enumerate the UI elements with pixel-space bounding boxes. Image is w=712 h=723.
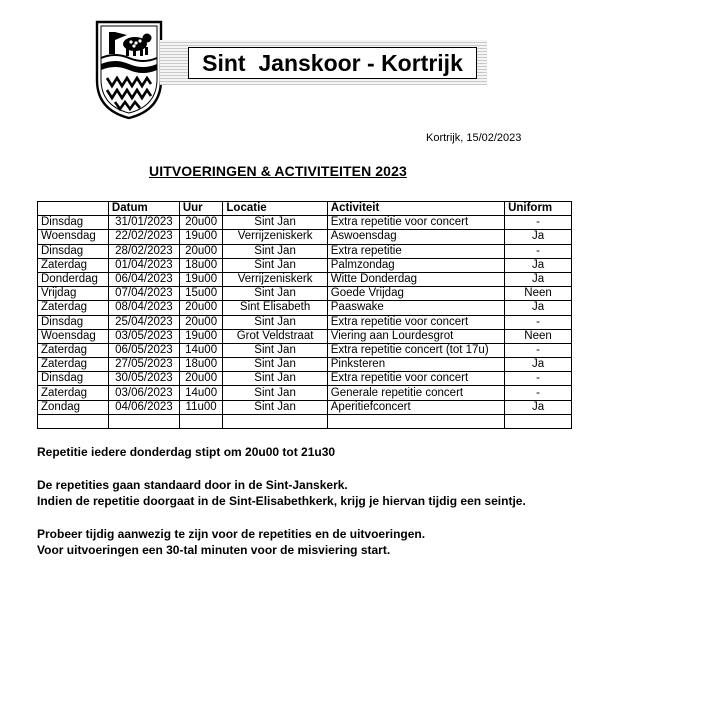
cell-uniform: Ja (505, 400, 572, 414)
cell-uur: 20u00 (179, 301, 223, 315)
column-header-uur: Uur (179, 202, 223, 216)
cell-uniform (505, 414, 572, 428)
cell-uur: 19u00 (179, 272, 223, 286)
table-row (38, 372, 572, 386)
cell-uniform: - (505, 315, 572, 329)
cell-datum: 30/05/2023 (108, 372, 179, 386)
cell-uniform: - (505, 343, 572, 357)
cell-day: Woensdag (38, 230, 109, 244)
cell-locatie: Sint Jan (223, 244, 327, 258)
cell-locatie: Verrijzeniskerk (223, 230, 327, 244)
cell-activiteit: Goede Vrijdag (327, 287, 504, 301)
column-header-locatie: Locatie (223, 202, 327, 216)
table-row (38, 244, 572, 258)
location-note-1: De repetities gaan standaard door in de Sint-Janskerk. (37, 478, 348, 492)
cell-uniform: Ja (505, 301, 572, 315)
cell-day: Zaterdag (38, 343, 109, 357)
schedule-body (38, 216, 572, 429)
place-date: Kortrijk, 15/02/2023 (426, 132, 522, 144)
coat-of-arms-icon (93, 18, 165, 120)
cell-datum: 03/05/2023 (108, 329, 179, 343)
cell-uur: 14u00 (179, 343, 223, 357)
cell-locatie: Verrijzeniskerk (223, 272, 327, 286)
cell-uniform: Ja (505, 358, 572, 372)
cell-day: Zondag (38, 400, 109, 414)
rehearsal-note: Repetitie iedere donderdag stipt om 20u00 tot 21u30 (37, 445, 336, 459)
table-row (38, 301, 572, 315)
cell-datum: 06/04/2023 (108, 272, 179, 286)
cell-activiteit: Generale repetitie concert (327, 386, 504, 400)
cell-locatie: Sint Jan (223, 386, 327, 400)
cell-day: Zaterdag (38, 358, 109, 372)
schedule-table (37, 201, 572, 429)
cell-day (38, 414, 109, 428)
cell-locatie: Grot Veldstraat (223, 329, 327, 343)
column-header-datum: Datum (108, 202, 179, 216)
cell-uniform: Ja (505, 272, 572, 286)
cell-uniform: Ja (505, 230, 572, 244)
title-banner (160, 40, 487, 85)
banner-box (188, 47, 477, 79)
cell-datum: 03/06/2023 (108, 386, 179, 400)
cell-uniform: - (505, 386, 572, 400)
cell-uur: 11u00 (179, 400, 223, 414)
cell-day: Donderdag (38, 272, 109, 286)
table-row (38, 216, 572, 230)
cell-day: Vrijdag (38, 287, 109, 301)
cell-datum: 22/02/2023 (108, 230, 179, 244)
cell-datum: 07/04/2023 (108, 287, 179, 301)
cell-activiteit: Pinksteren (327, 358, 504, 372)
cell-datum: 27/05/2023 (108, 358, 179, 372)
cell-locatie: Sint Jan (223, 258, 327, 272)
cell-uniform: Ja (505, 258, 572, 272)
cell-uur: 18u00 (179, 358, 223, 372)
cell-day: Zaterdag (38, 386, 109, 400)
cell-locatie: Sint Jan (223, 216, 327, 230)
cell-locatie: Sint Elisabeth (223, 301, 327, 315)
cell-uur: 14u00 (179, 386, 223, 400)
cell-activiteit: Extra repetitie voor concert (327, 315, 504, 329)
cell-activiteit: Extra repetitie voor concert (327, 216, 504, 230)
cell-day: Dinsdag (38, 372, 109, 386)
cell-uniform: Neen (505, 329, 572, 343)
cell-day: Zaterdag (38, 301, 109, 315)
table-row (38, 400, 572, 414)
location-note-2: Indien de repetitie doorgaat in de Sint-Elisabethkerk, krijg je hiervan tijdig een seintje. (37, 494, 526, 508)
cell-day: Dinsdag (38, 315, 109, 329)
cell-day: Dinsdag (38, 244, 109, 258)
table-row (38, 343, 572, 357)
cell-uur (179, 414, 223, 428)
cell-locatie: Sint Jan (223, 315, 327, 329)
column-header-uniform: Uniform (505, 202, 572, 216)
cell-locatie: Sint Jan (223, 287, 327, 301)
cell-uur: 20u00 (179, 216, 223, 230)
cell-activiteit: Palmzondag (327, 258, 504, 272)
cell-activiteit: Aperitiefconcert (327, 400, 504, 414)
cell-uur: 20u00 (179, 244, 223, 258)
column-header-activiteit: Activiteit (327, 202, 504, 216)
cell-uniform: Neen (505, 287, 572, 301)
cell-uur: 15u00 (179, 287, 223, 301)
cell-datum: 01/04/2023 (108, 258, 179, 272)
cell-datum: 08/04/2023 (108, 301, 179, 315)
document-title: UITVOERINGEN & ACTIVITEITEN 2023 (149, 163, 407, 179)
cell-datum: 06/05/2023 (108, 343, 179, 357)
table-row (38, 386, 572, 400)
cell-locatie (223, 414, 327, 428)
cell-activiteit (327, 414, 504, 428)
cell-activiteit: Paaswake (327, 301, 504, 315)
cell-uur: 19u00 (179, 230, 223, 244)
cell-uniform: - (505, 216, 572, 230)
table-row (38, 329, 572, 343)
cell-datum: 25/04/2023 (108, 315, 179, 329)
cell-activiteit: Extra repetitie (327, 244, 504, 258)
cell-locatie: Sint Jan (223, 400, 327, 414)
timing-note-1: Probeer tijdig aanwezig te zijn voor de repetities en de uitvoeringen. (37, 527, 426, 541)
cell-day: Zaterdag (38, 258, 109, 272)
cell-uniform: - (505, 372, 572, 386)
cell-activiteit: Viering aan Lourdesgrot (327, 329, 504, 343)
cell-activiteit: Extra repetitie voor concert (327, 372, 504, 386)
cell-uur: 20u00 (179, 372, 223, 386)
cell-activiteit: Extra repetitie concert (tot 17u) (327, 343, 504, 357)
table-row (38, 414, 572, 428)
cell-uur: 19u00 (179, 329, 223, 343)
cell-datum (108, 414, 179, 428)
cell-locatie: Sint Jan (223, 358, 327, 372)
table-row (38, 230, 572, 244)
cell-uur: 18u00 (179, 258, 223, 272)
cell-uur: 20u00 (179, 315, 223, 329)
table-row (38, 287, 572, 301)
table-row (38, 315, 572, 329)
cell-locatie: Sint Jan (223, 372, 327, 386)
column-header-day (38, 202, 109, 216)
cell-datum: 28/02/2023 (108, 244, 179, 258)
cell-datum: 31/01/2023 (108, 216, 179, 230)
choir-title: Sint Janskoor - Kortrijk (202, 50, 463, 76)
cell-day: Dinsdag (38, 216, 109, 230)
cell-datum: 04/06/2023 (108, 400, 179, 414)
table-row (38, 258, 572, 272)
cell-locatie: Sint Jan (223, 343, 327, 357)
table-row (38, 272, 572, 286)
timing-note-2: Voor uitvoeringen een 30-tal minuten voor de misviering start. (37, 543, 391, 557)
table-header-row (38, 202, 572, 216)
cell-activiteit: Witte Donderdag (327, 272, 504, 286)
table-row (38, 358, 572, 372)
cell-activiteit: Aswoensdag (327, 230, 504, 244)
cell-day: Woensdag (38, 329, 109, 343)
cell-uniform: - (505, 244, 572, 258)
